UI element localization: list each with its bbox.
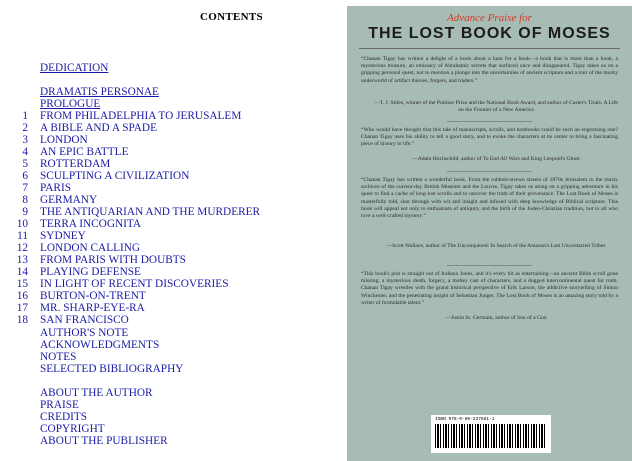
blurb-separator (447, 171, 532, 172)
blurb-text: “This book's plot is straight out of Indiana Jones, and it's every bit as entertaining—an ancient Bible scroll gone missing, a mysterious death, forgery, a motley cast of characters, and a dogged intercontinental quest for truth. Chanan Tigay wrestles with the grand historical perspective of Erik Larson, the addictive storytelling of Simon Winchester, and the penetrating insight of Sebastian Junger. The Lost Book of Moses is an amazing story told by a writer of formidable talent.” (361, 271, 618, 306)
toc-chapter-number: 4 (22, 146, 28, 158)
toc-link-prologue[interactable]: PROLOGUE (40, 98, 101, 110)
toc-link-notes[interactable]: NOTES (40, 351, 77, 363)
toc-chapter-link[interactable]: FROM PARIS WITH DOUBTS (40, 254, 186, 266)
barcode-bars (435, 424, 547, 448)
toc-link-dedication[interactable]: DEDICATION (40, 62, 109, 74)
toc-chapter-number: 11 (17, 230, 28, 242)
toc-chapter-link[interactable]: BURTON-ON-TRENT (40, 290, 146, 302)
isbn-number: ISBN 978-0-06-237661-1 (435, 417, 495, 422)
toc-chapter-number: 8 (22, 194, 28, 206)
toc-link-copyright[interactable]: COPYRIGHT (40, 423, 105, 435)
toc-link-dramatis-personae[interactable]: DRAMATIS PERSONAE (40, 86, 159, 98)
toc-chapter-link[interactable]: LONDON CALLING (40, 242, 141, 254)
blurb-attribution: —Justin St. Germain, author of Son of a Gun (445, 315, 547, 321)
book-title: THE LOST BOOK OF MOSES (368, 25, 611, 42)
toc-link-acknowledgments[interactable]: ACKNOWLEDGMENTS (40, 339, 160, 351)
toc-chapter-number: 18 (16, 314, 28, 326)
toc-chapter-number: 3 (22, 134, 28, 146)
advance-praise-heading: Advance Praise for (447, 12, 532, 24)
toc-link-about-the-author[interactable]: ABOUT THE AUTHOR (40, 387, 153, 399)
blurb-attribution: —Adam Hochschild, author of To End All Wars and King Leopold's Ghost (412, 156, 580, 162)
toc-chapter-link[interactable]: ROTTERDAM (40, 158, 111, 170)
toc-title: CONTENTS (200, 11, 263, 23)
toc-chapter-link[interactable]: LONDON (40, 134, 88, 146)
toc-chapter-link[interactable]: GERMANY (40, 194, 98, 206)
toc-chapter-number: 10 (16, 218, 28, 230)
toc-chapter-link[interactable]: A BIBLE AND A SPADE (40, 122, 157, 134)
toc-chapter-number: 16 (16, 290, 28, 302)
toc-chapter-number: 14 (16, 266, 28, 278)
blurb-text: “Who would have thought that this tale of manuscripts, scrolls, and notebooks could be such an engrossing one? Chanan Tigay uses his ability to tell a good story, and to evoke the characters at its center to bring a fascinating piece of history to life.” (361, 127, 618, 148)
toc-chapter-number: 7 (22, 182, 28, 194)
toc-chapter-link[interactable]: FROM PHILADELPHIA TO JERUSALEM (40, 110, 242, 122)
toc-chapter-number: 13 (16, 254, 28, 266)
toc-chapter-number: 2 (22, 122, 28, 134)
toc-chapter-link[interactable]: SAN FRANCISCO (40, 314, 129, 326)
toc-link-about-the-publisher[interactable]: ABOUT THE PUBLISHER (40, 435, 168, 447)
back-cover (347, 6, 632, 461)
toc-chapter-number: 15 (16, 278, 28, 290)
blurb-attribution: —T. J. Stiles, winner of the Pulitzer Prize and the National Book Award, and author of Custer's Trials: A Life on the Frontier of a New America (374, 100, 618, 114)
toc-link-credits[interactable]: CREDITS (40, 411, 88, 423)
toc-link-selected-bibliography[interactable]: SELECTED BIBLIOGRAPHY (40, 363, 184, 375)
toc-chapter-number: 1 (22, 110, 28, 122)
title-divider (359, 48, 620, 49)
toc-chapter-number: 12 (16, 242, 28, 254)
toc-chapter-number: 9 (22, 206, 28, 218)
toc-chapter-link[interactable]: PARIS (40, 182, 71, 194)
toc-link-praise[interactable]: PRAISE (40, 399, 79, 411)
toc-chapter-link[interactable]: SCULPTING A CIVILIZATION (40, 170, 190, 182)
blurb-text: “Chanan Tigay has written a delight of a book about a hunt for a book—a book that is more than a book, a mysterious treasure, an emissary of Abrahamic secrets that surfaced once and disappeared. Tigay takes us on a gripping personal quest, not to mention a plunge into the uncertainties of ancient scripture and a tour of the murky underworld of artifact thieves, forgers, and traders.” (361, 56, 618, 84)
toc-chapter-number: 17 (16, 302, 28, 314)
toc-chapter-link[interactable]: THE ANTIQUARIAN AND THE MURDERER (40, 206, 261, 218)
toc-chapter-link[interactable]: MR. SHARP-EYE-RA (40, 302, 145, 314)
toc-chapter-link[interactable]: TERRA INCOGNITA (40, 218, 142, 230)
toc-link-authors-note[interactable]: AUTHOR'S NOTE (40, 327, 129, 339)
toc-chapter-link[interactable]: SYDNEY (40, 230, 86, 242)
blurb-separator (447, 265, 532, 266)
isbn-barcode (431, 415, 551, 453)
toc-chapter-number: 6 (22, 170, 28, 182)
toc-chapter-number: 5 (22, 158, 28, 170)
toc-chapter-link[interactable]: PLAYING DEFENSE (40, 266, 141, 278)
blurb-text: “Chanan Tigay has written a wonderful book. From the rubbish-strewn streets of 1870s Jerusalem to the musty archives of the current-day British Museum and the Louvre, Tigay takes us along on a gripping adventure in his quest to find a cache of long-lost scrolls and to uncover the truth of their provenance. The Lost Book of Moses is masterfully told, shot through with wit and insight and infused with deep knowledge of Biblical scripture. This book will appeal not only to enthusiasts of antiquity and the birth of the Judeo-Christian tradition, but to all who love a well-crafted mystery.” (361, 177, 618, 220)
blurb-separator (447, 121, 532, 122)
toc-chapter-link[interactable]: IN LIGHT OF RECENT DISCOVERIES (40, 278, 229, 290)
blurb-attribution: —Scott Wallace, author of The Unconquered: In Search of the Amazon's Last Uncontacted Tribes (386, 243, 606, 249)
toc-chapter-link[interactable]: AN EPIC BATTLE (40, 146, 129, 158)
